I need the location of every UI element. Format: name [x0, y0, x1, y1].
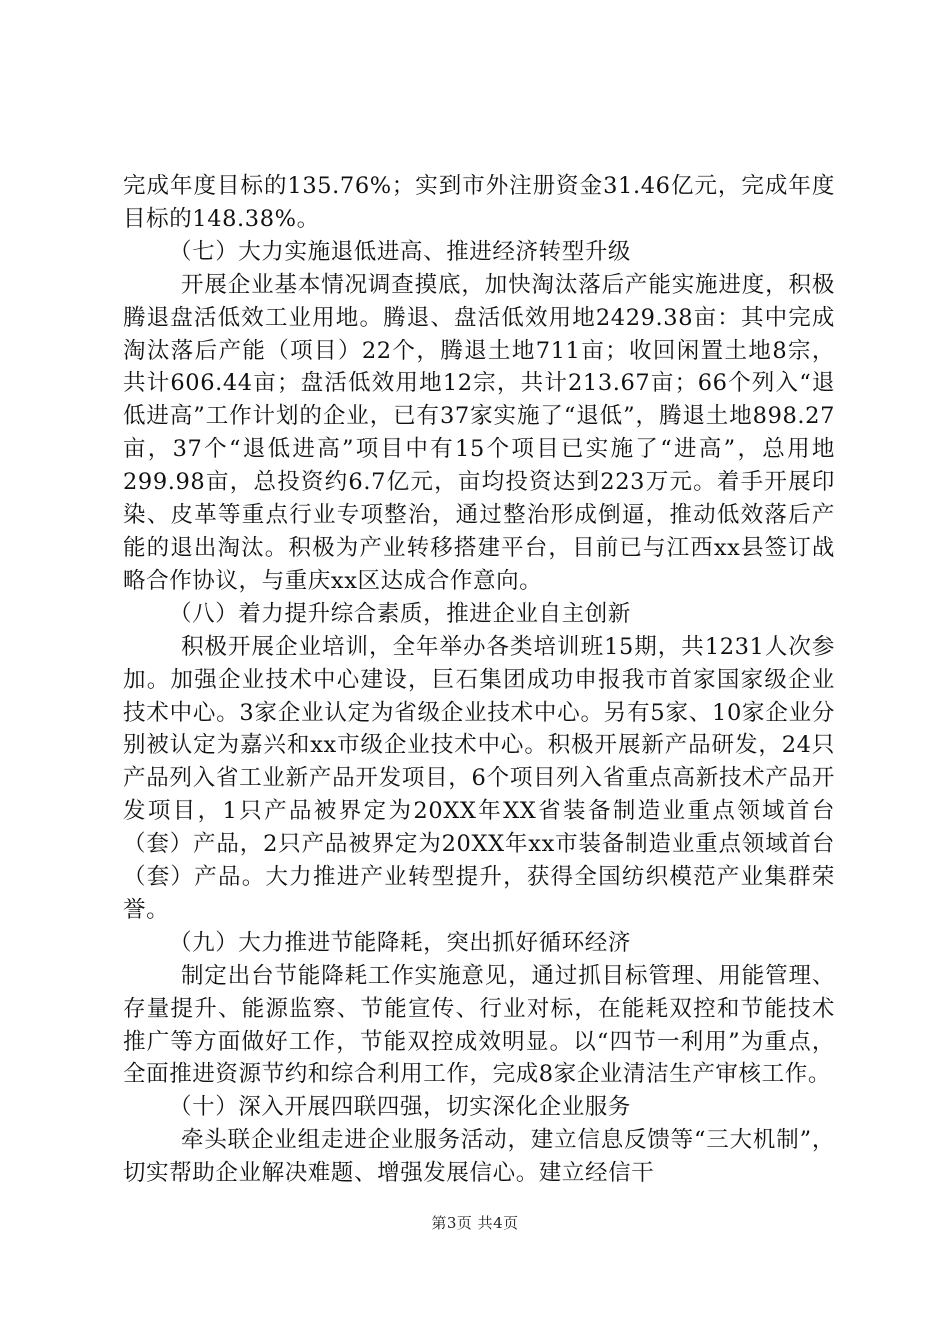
paragraph-section-7: 开展企业基本情况调查摸底，加快淘汰落后产能实施进度，积极腾退盘活低效工业用地。腾退、盘活低效用地2429.38亩：其中完成淘汰落后产能（项目）22个，腾退土地711亩；收回闲置土地8宗，共计606.44亩；盘活低效用地12宗，共计213.67亩；66个列入“退低进高”工作计划的企业，已有37家实施了“退低”，腾退土地898.27亩，37个“退低进高”项目中有15个项目已实施了“进高”，总用地299.98亩，总投资约6.7亿元，亩均投资达到223万元。着手开展印染、皮革等重点行业专项整治，通过整治形成倒逼，推动低效落后产能的退出淘汰。积极为产业转移搭建平台，目前已与江西xx县签订战略合作协议，与重庆xx区达成合作意向。 [123, 271, 835, 594]
section-heading-8: （八）着力提升综合素质，推进企业自主创新 [169, 600, 632, 627]
document-body [123, 170, 835, 1190]
page-number-footer: 第3页 共4页 [431, 1214, 519, 1232]
section-heading-9: （九）大力推进节能降耗，突出抓好循环经济 [169, 929, 632, 956]
paragraph-section-8: 积极开展企业培训，全年举办各类培训班15期，共1231人次参加。加强企业技术中心建设，巨石集团成功申报我市首家国家级企业技术中心。3家企业认定为省级企业技术中心。另有5家、10家企业分别被认定为嘉兴和xx市级企业技术中心。积极开展新产品研发，24只产品列入省工业新产品开发项目，6个项目列入省重点高新技术产品开发项目，1只产品被界定为20XX年XX省装备制造业重点领域首台（套）产品，2只产品被界定为20XX年xx市装备制造业重点领域首台（套）产品。大力推进产业转型提升，获得全国纺织模范产业集群荣誉。 [123, 633, 835, 923]
paragraph-section-9: 制定出台节能降耗工作实施意见，通过抓目标管理、用能管理、存量提升、能源监察、节能宣传、行业对标，在能耗双控和节能技术推广等方面做好工作，节能双控成效明显。以“四节一利用”为重点，全面推进资源节约和综合利用工作，完成8家企业清洁生产审核工作。 [123, 962, 835, 1088]
paragraph-section-10: 牵头联企业组走进企业服务活动，建立信息反馈等“三大机制”，切实帮助企业解决难题、增强发展信心。建立经信干 [123, 1127, 835, 1187]
section-heading-10: （十）深入开展四联四强，切实深化企业服务 [169, 1094, 632, 1121]
section-heading-7: （七）大力实施退低进高、推进经济转型升级 [169, 238, 632, 265]
paragraph-continuation: 完成年度目标的135.76%；实到市外注册资金31.46亿元，完成年度目标的148.38%。 [123, 173, 835, 232]
